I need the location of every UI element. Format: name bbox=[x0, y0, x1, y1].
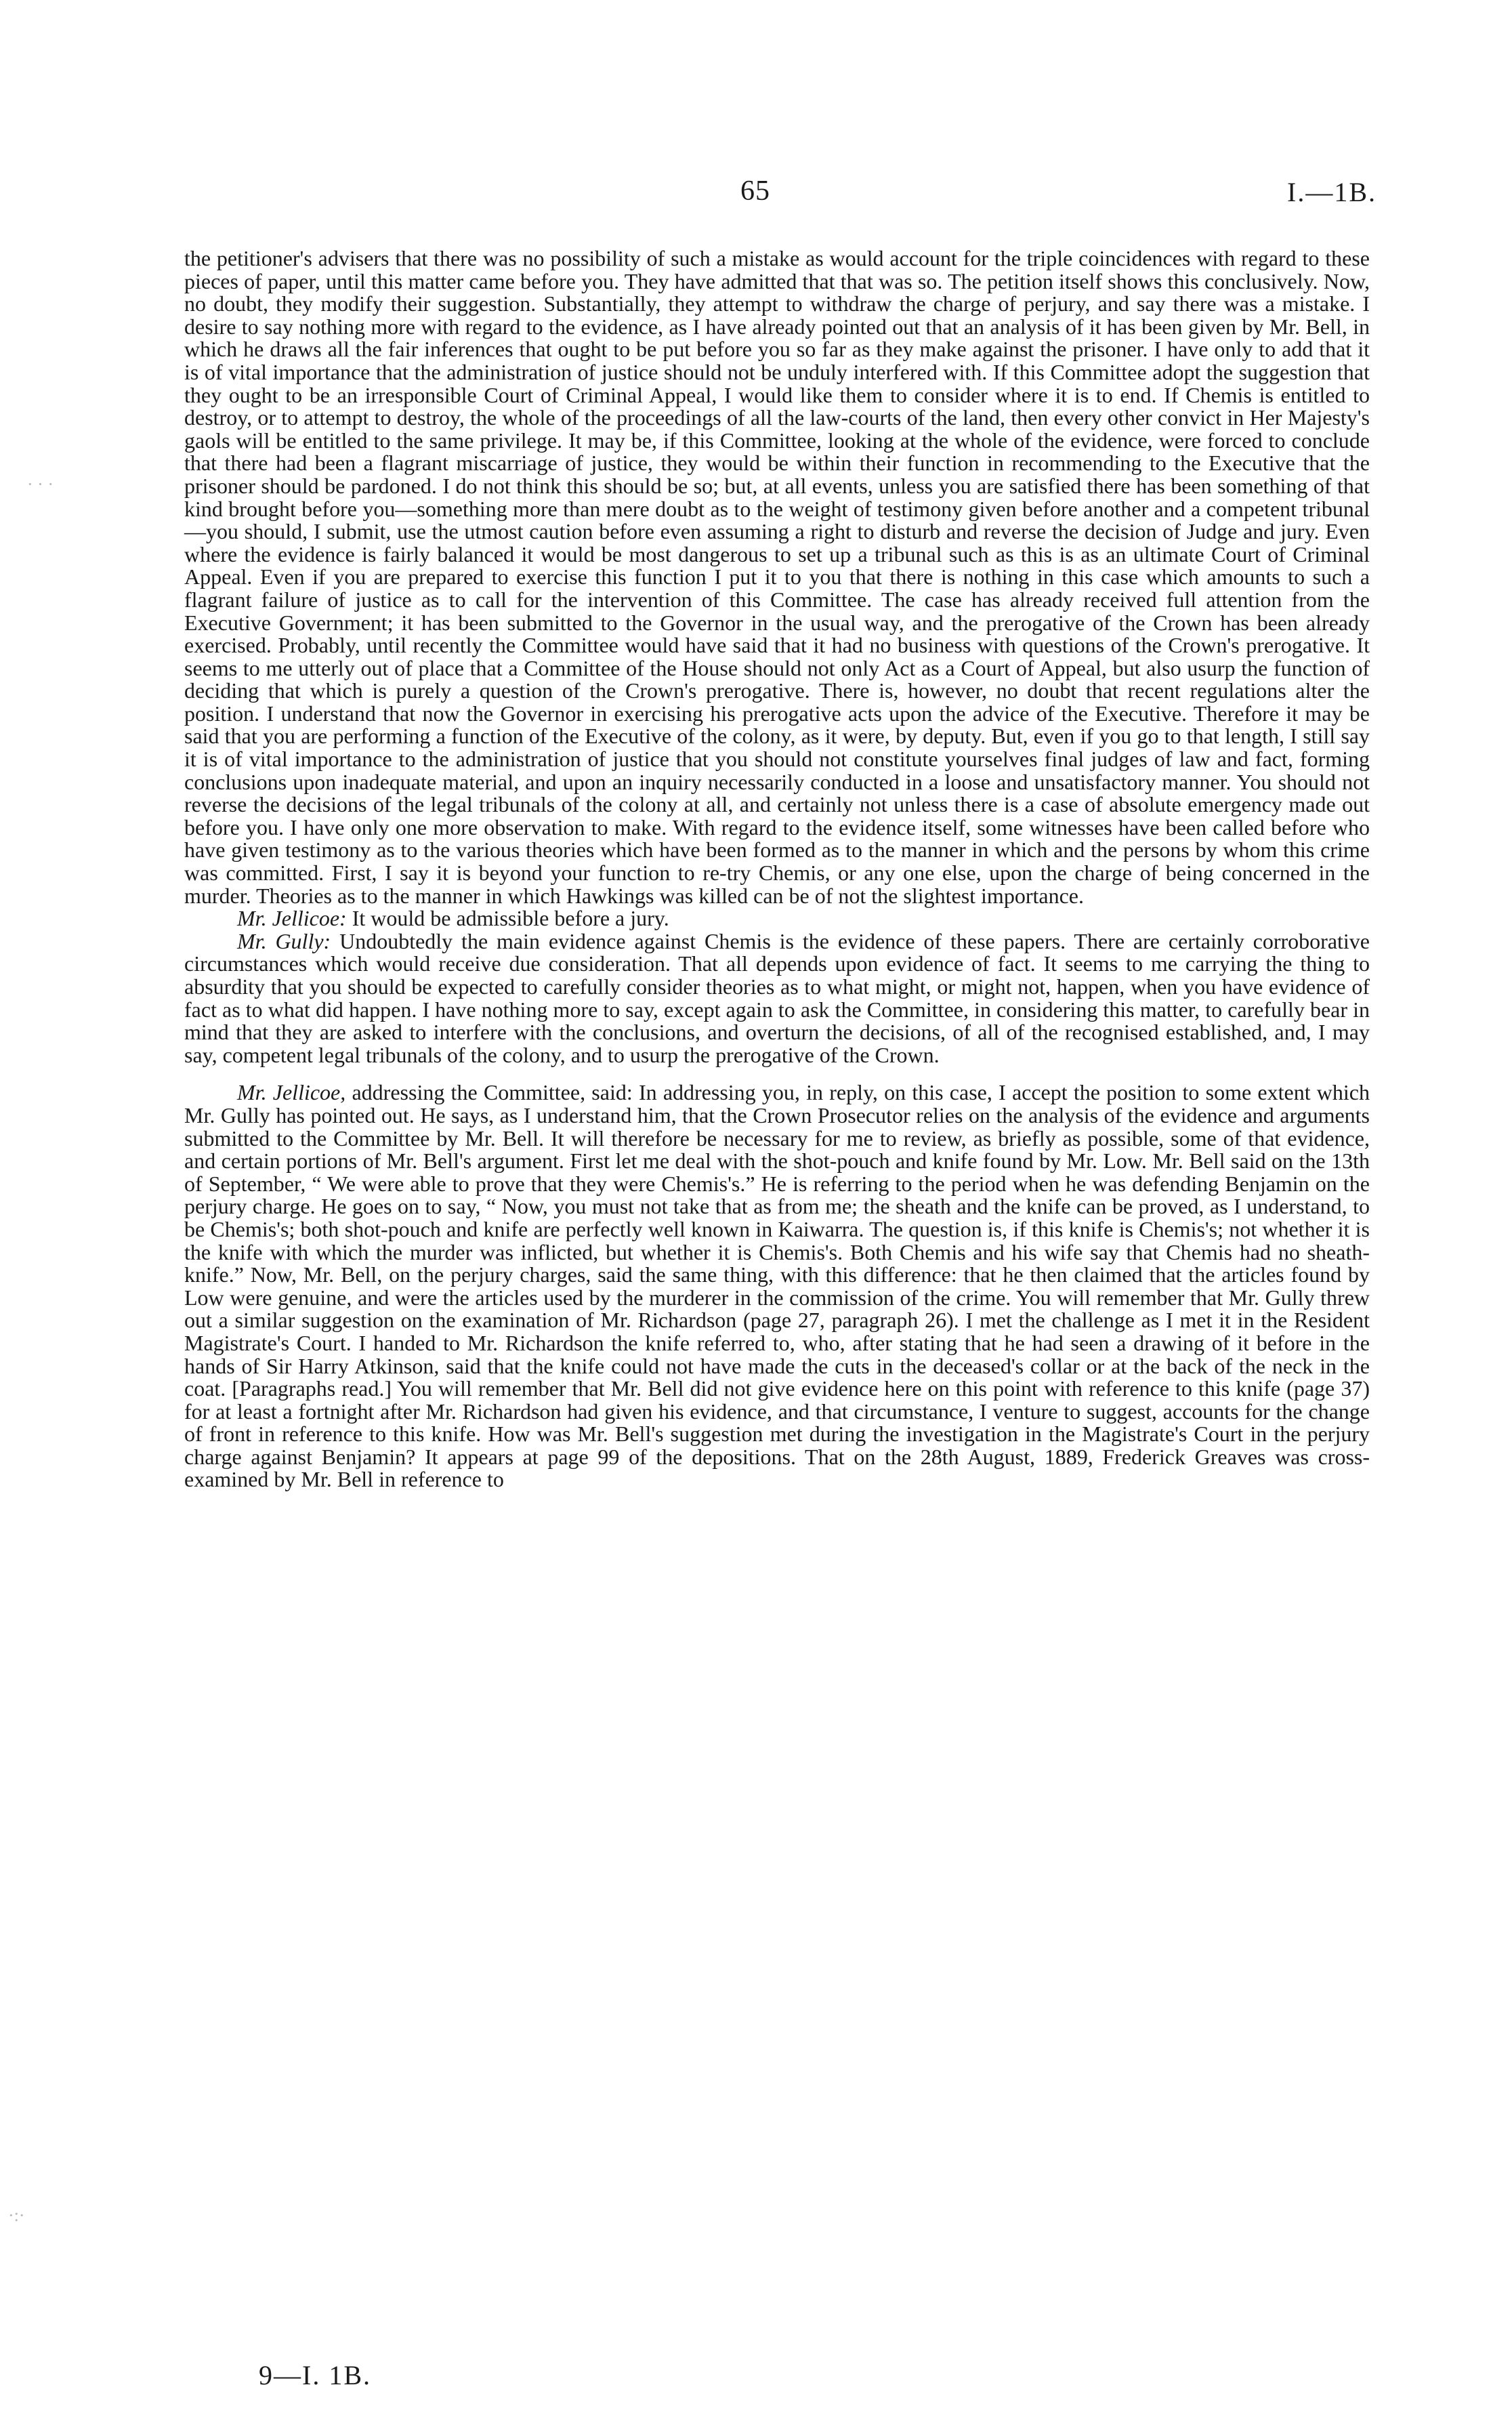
speaker-name: Mr. Gully: bbox=[237, 928, 331, 953]
paragraph-text: Undoubtedly the main evidence against Chemis is the evidence of these papers. There are certainly corroborative circumstances which would receive due consideration. That all depends upon evidence of fact. It seems to me carrying the thing to absurdity that you should be expected to carefully consider theories as to what might, or might not, happen, when you have evidence of fact as to what did happen. I have nothing more to say, except again to ask the Committee, in considering this matter, to carefully bear in mind that they are asked to interfere with the conclusions, and overturn the decisions, of all of the recognised established, and, I may say, competent legal tribunals of the colony, and to usurp the prerogative of the Crown. bbox=[184, 928, 1370, 1067]
margin-mark: ·:· bbox=[8, 2205, 25, 2225]
paragraph bbox=[184, 930, 1370, 1067]
document-reference: I.—1B. bbox=[1287, 177, 1377, 207]
speaker-name: Mr. Jellicoe, bbox=[237, 1080, 346, 1105]
paragraph-text: It would be admissible before a jury. bbox=[346, 906, 669, 931]
paragraph bbox=[184, 247, 1370, 907]
paragraph bbox=[184, 1081, 1370, 1491]
speaker-name: Mr. Jellicoe: bbox=[237, 906, 347, 931]
paragraph-text: addressing the Committee, said: In addressing you, in reply, on this case, I accept the position to some extent which Mr. Gully has pointed out. He says, as I understand him, that the Crown Prosecutor relies on the analysis of the evidence and arguments submitted to the Committee by Mr. Bell. It will therefore be necessary for me to review, as briefly as possible, some of that evidence, and certain portions of Mr. Bell's argument. First let me deal with the shot-pouch and knife found by Mr. Low. Mr. Bell said on the 13th of September, “ We were able to prove that they were Chemis's.” He is referring to the period when he was defending Benjamin on the perjury charge. He goes on to say, “ Now, you must not take that as from me; the sheath and the knife can be proved, as I understand, to be Chemis's; both shot-pouch and knife are perfectly well known in Kaiwarra. The question is, if this knife is Chemis's; not whether it is the knife with which the murder was inflicted, but whether it is Chemis's. Both Chemis and his wife say that Chemis had no sheath-knife.” Now, Mr. Bell, on the perjury charges, said the same thing, with this difference: that he then claimed that the articles found by Low were genuine, and were the articles used by the murderer in the commission of the crime. You will remember that Mr. Gully threw out a similar suggestion on the examination of Mr. Richardson (page 27, paragraph 26). I met the challenge as I met it in the Resident Magistrate's Court. I handed to Mr. Richardson the knife referred to, who, after stating that he had seen a drawing of it before in the hands of Sir Harry Atkinson, said that the knife could not have made the cuts in the deceased's collar or at the back of the neck in the coat. [Paragraphs read.] You will remember that Mr. Bell did not give evidence here on this point with reference to this knife (page 37) for at least a fortnight after Mr. Richardson had given his evidence, and that circumstance, I venture to suggest, accounts for the change of front in reference to this knife. How was Mr. Bell's suggestion met during the investigation in the Magistrate's Court in the perjury charge against Benjamin? It appears at page 99 of the depositions. That on the 28th August, 1889, Frederick Greaves was cross-examined by Mr. Bell in reference to bbox=[184, 1080, 1370, 1492]
paragraph-text: the petitioner's advisers that there was no possibility of such a mistake as would account for the triple coincidences with regard to these pieces of paper, until this matter came before you. They have admitted that that was so. The petition itself shows this conclusively. Now, no doubt, they modify their suggestion. Substantially, they attempt to withdraw the charge of perjury, and say there was a mistake. I desire to say nothing more with regard to the evidence, as I have already pointed out that an analysis of it has been given by Mr. Bell, in which he draws all the fair inferences that ought to be put before you so far as they make against the prisoner. I have only to add that it is of vital importance that the administration of justice should not be unduly interfered with. If this Committee adopt the suggestion that they ought to be an irresponsible Court of Criminal Appeal, I would like them to consider where it is to end. If Chemis is entitled to destroy, or to attempt to destroy, the whole of the proceedings of all the law-courts of the land, then every other convict in Her Majesty's gaols will be entitled to the same privilege. It may be, if this Committee, looking at the whole of the evidence, were forced to conclude that there had been a flagrant miscarriage of justice, they would be within their function in recommending to the Executive that the prisoner should be pardoned. I do not think this should be so; but, at all events, unless you are satisfied there has been something of that kind brought before you—something more than mere doubt as to the weight of testimony given before another and a competent tribunal—you should, I submit, use the utmost caution before even assuming a right to disturb and reverse the decision of Judge and jury. Even where the evidence is fairly balanced it would be most dangerous to set up a tribunal such as this is as an ultimate Court of Criminal Appeal. Even if you are prepared to exercise this function I put it to you that there is nothing in this case which amounts to such a flagrant failure of justice as to call for the intervention of this Committee. The case has already received full attention from the Executive Government; it has been submitted to the Governor in the usual way, and the prerogative of the Crown has been already exercised. Probably, until recently the Committee would have said that it had no business with questions of the Crown's prerogative. It seems to me utterly out of place that a Committee of the House should not only Act as a Court of Appeal, but also usurp the function of deciding that which is purely a question of the Crown's prerogative. There is, however, no doubt that recent regulations alter the position. I understand that now the Governor in exercising his prerogative acts upon the advice of the Executive. Therefore it may be said that you are performing a function of the Executive of the colony, as it were, by deputy. But, even if you go to that length, I still say it is of vital importance to the administration of justice that you should not constitute yourselves final judges of law and fact, forming conclusions upon inadequate material, and upon an inquiry necessarily conducted in a loose and unsatisfactory manner. You should not reverse the decisions of the legal tribunals of the colony at all, and certainly not unless there is a case of absolute emergency made out before you. I have only one more observation to make. With regard to the evidence itself, some witnesses have been called before who have given testimony as to the various theories which have been formed as to the manner in which and the persons by whom this crime was committed. First, I say it is beyond your function to re-try Chemis, or any one else, upon the charge of being concerned in the murder. Theories as to the manner in which Hawkings was killed can be of not the slightest importance. bbox=[184, 246, 1370, 908]
page-number: 65 bbox=[740, 175, 770, 207]
body-text bbox=[184, 247, 1370, 1491]
margin-mark: · · · bbox=[27, 474, 54, 494]
paragraph bbox=[184, 907, 1370, 930]
signature-mark: 9—I. 1B. bbox=[259, 2360, 371, 2390]
